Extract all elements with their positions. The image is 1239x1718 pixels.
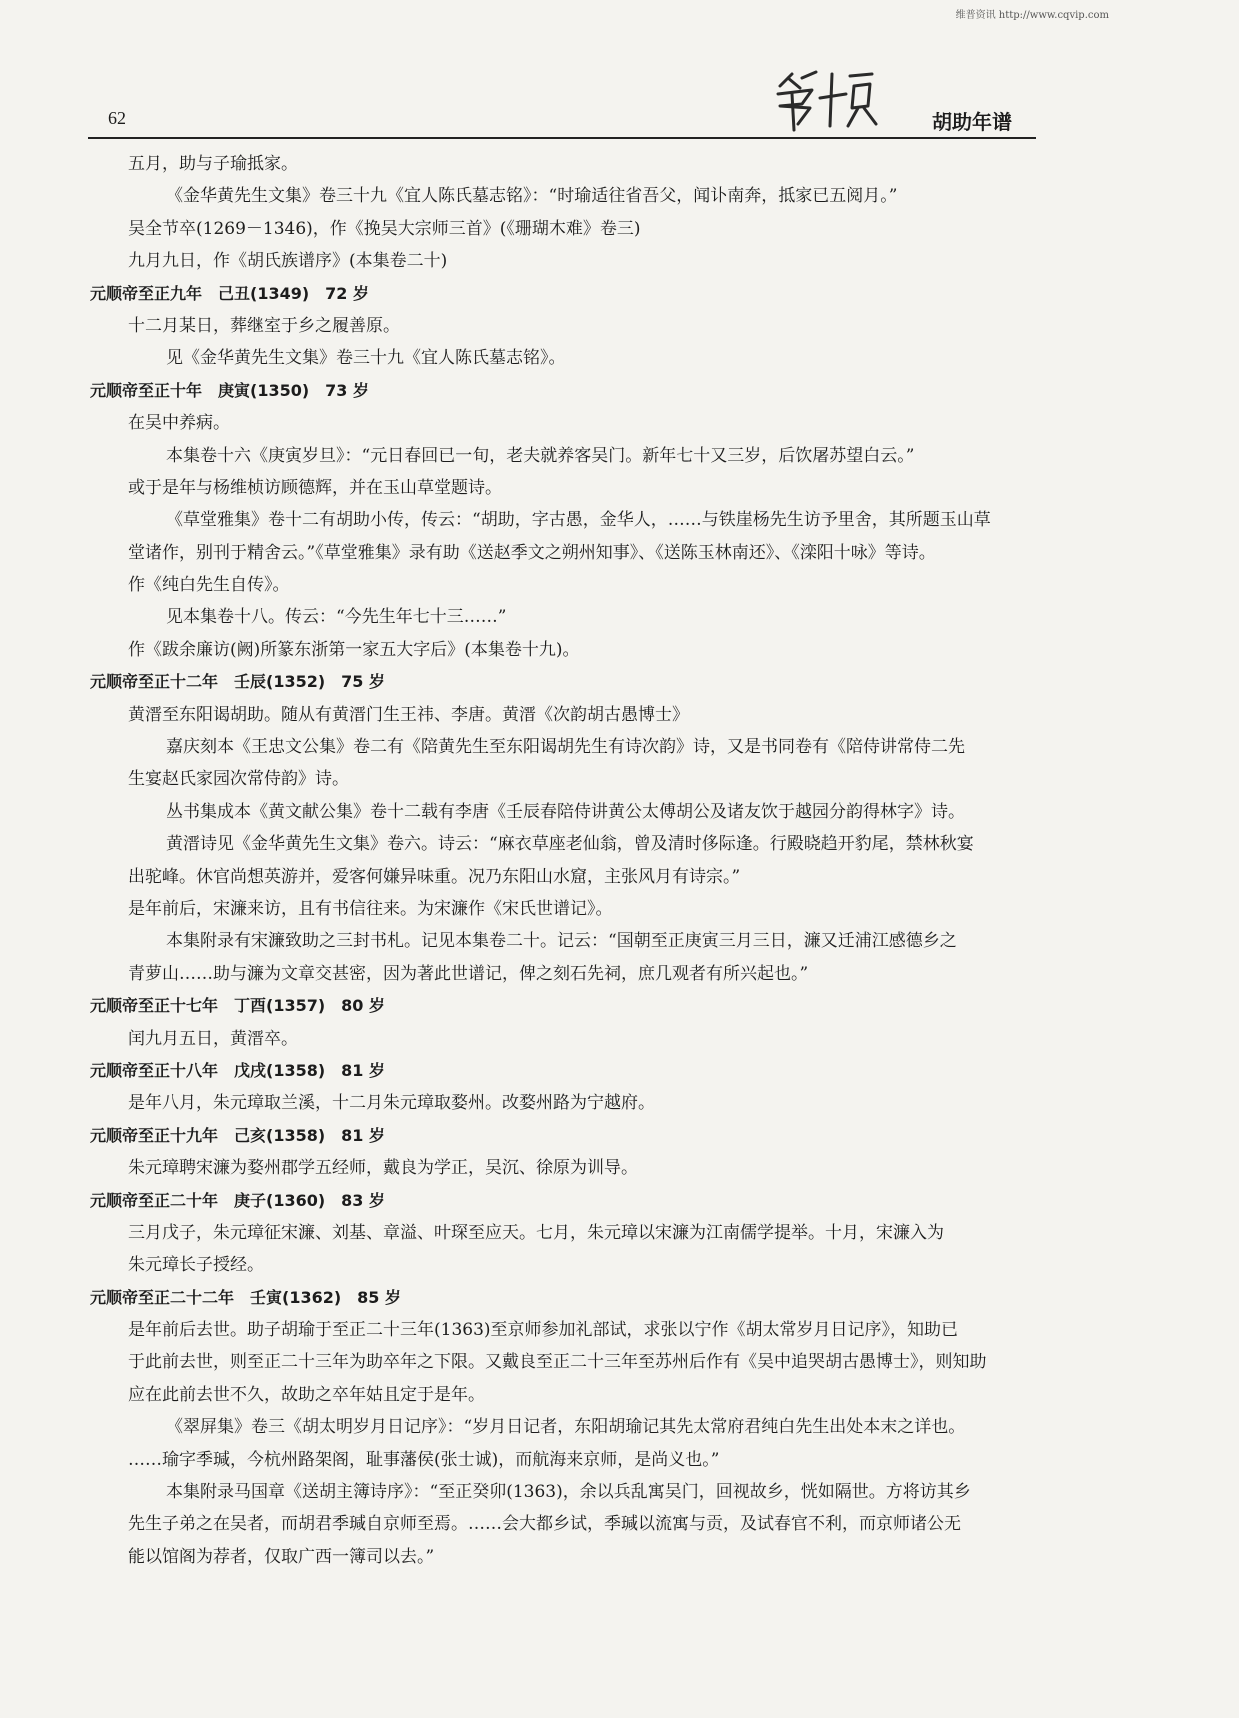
text-line: 黄溍诗见《金华黄先生文集》卷六。诗云：“麻衣草座老仙翁，曾及清时侈际逢。行殿晓趋开豹尾，禁林秋宴 (166, 834, 974, 855)
text-line: 朱元璋聘宋濂为婺州郡学五经师，戴良为学正，吴沉、徐原为训导。 (128, 1158, 638, 1179)
document-body (90, 148, 1032, 1573)
text-line: ……瑜字季瑊，今杭州路架阁，耻事藩侯(张士诚)，而航海来京师，是尚义也。” (128, 1449, 720, 1470)
text-line: 于此前去世，则至正二十三年为助卒年之下限。又戴良至正二十三年至苏州后作有《吴中追哭胡古愚博士》，则知助 (128, 1352, 987, 1373)
handwritten-signature (772, 64, 882, 138)
text-line: 《翠屏集》卷三《胡太明岁月日记序》：“岁月日记者，东阳胡瑜记其先太常府君纯白先生出处本末之详也。 (166, 1417, 966, 1438)
text-line: 见本集卷十八。传云：“今先生年七十三……” (166, 607, 507, 628)
text-line: 三月戊子，朱元璋征宋濂、刘基、章溢、叶琛至应天。七月，朱元璋以宋濂为江南儒学提举。十月，宋濂入为 (128, 1222, 944, 1243)
year-heading: 元顺帝至正十八年 戊戌(1358) 81 岁 (90, 1060, 385, 1080)
text-line: 《金华黄先生文集》卷三十九《宜人陈氏墓志铭》：“时瑜适往省吾父，闻讣南奔，抵家已五阅月。” (166, 186, 898, 207)
text-line: 《草堂雅集》卷十二有胡助小传，传云：“胡助，字古愚，金华人，……与铁崖杨先生访予里舍，其所题玉山草 (166, 510, 991, 531)
year-heading: 元顺帝至正十九年 己亥(1358) 81 岁 (90, 1125, 385, 1145)
year-heading: 元顺帝至正二十年 庚子(1360) 83 岁 (90, 1190, 385, 1210)
text-line: 生宴赵氏家园次常侍韵》诗。 (128, 769, 349, 790)
text-line: 十二月某日，葬继室于乡之履善原。 (128, 315, 400, 336)
year-heading: 元顺帝至正二十二年 壬寅(1362) 85 岁 (90, 1287, 401, 1307)
text-line: 作《纯白先生自传》。 (128, 575, 290, 596)
text-line: 朱元璋长子授经。 (128, 1255, 264, 1276)
text-line: 或于是年与杨维桢访顾德辉，并在玉山草堂题诗。 (128, 477, 502, 498)
year-heading: 元顺帝至正九年 己丑(1349) 72 岁 (90, 283, 369, 303)
text-line: 出驼峰。休官尚想英游并，爱客何嫌异味重。况乃东阳山水窟，主张风月有诗宗。” (128, 866, 741, 887)
page-number: 62 (108, 108, 126, 128)
text-line: 青萝山……助与濂为文章交甚密，因为著此世谱记，俾之刻石先祠，庶几观者有所兴起也。” (128, 963, 809, 984)
text-line: 黄溍至东阳谒胡助。随从有黄溍门生王祎、李唐。黄溍《次韵胡古愚博士》 (128, 704, 689, 725)
running-title: 胡助年谱 (932, 110, 1012, 134)
year-heading: 元顺帝至正十年 庚寅(1350) 73 岁 (90, 380, 369, 400)
watermark: 维普资讯 http://www.cqvip.com (955, 10, 1109, 21)
text-line: 堂诸作，别刊于精舍云。”《草堂雅集》录有助《送赵季文之朔州知事》、《送陈玉林南还》、《滦阳十咏》等诗。 (128, 542, 936, 563)
text-line: 本集附录马国章《送胡主簿诗序》：“至正癸卯(1363)，余以兵乱寓吴门，回视故乡，恍如隔世。方将访其乡 (166, 1482, 971, 1503)
text-line: 见《金华黄先生文集》卷三十九《宜人陈氏墓志铭》。 (166, 348, 566, 369)
text-line: 嘉庆刻本《王忠文公集》卷二有《陪黄先生至东阳谒胡先生有诗次韵》诗，又是书同卷有《陪侍讲常侍二先 (166, 737, 965, 758)
header-rule (88, 137, 1036, 139)
text-line: 吴全节卒(1269－1346)，作《挽吴大宗师三首》(《珊瑚木难》卷三) (128, 218, 641, 239)
text-line: 在吴中养病。 (128, 413, 230, 434)
text-line: 是年前后，宋濂来访，且有书信往来。为宋濂作《宋氏世谱记》。 (128, 898, 613, 919)
text-line: 本集卷十六《庚寅岁旦》：“元日春回已一旬，老夫就养客吴门。新年七十又三岁，后饮屠苏望白云。” (166, 445, 915, 466)
text-line: 先生子弟之在吴者，而胡君季瑊自京师至焉。……会大都乡试，季瑊以流寓与贡，及试春官不利，而京师诸公无 (128, 1514, 961, 1535)
text-line: 丛书集成本《黄文献公集》卷十二载有李唐《壬辰春陪侍讲黄公太傅胡公及诸友饮于越园分韵得林字》诗。 (166, 801, 965, 822)
text-line: 作《跋余廉访(阙)所篆东浙第一家五大字后》(本集卷十九)。 (128, 639, 580, 660)
text-line: 本集附录有宋濂致助之三封书札。记见本集卷二十。记云：“国朝至正庚寅三月三日，濂又迁浦江感德乡之 (166, 931, 957, 952)
text-line: 闰九月五日，黄溍卒。 (128, 1028, 298, 1049)
text-line: 是年八月，朱元璋取兰溪，十二月朱元璋取婺州。改婺州路为宁越府。 (128, 1093, 655, 1114)
year-heading: 元顺帝至正十二年 壬辰(1352) 75 岁 (90, 672, 385, 692)
text-line: 能以馆阁为荐者，仅取广西一簿司以去。” (128, 1546, 435, 1567)
year-heading: 元顺帝至正十七年 丁酉(1357) 80 岁 (90, 996, 385, 1016)
text-line: 是年前后去世。助子胡瑜于至正二十三年(1363)至京师参加礼部试，求张以宁作《胡太常岁月日记序》，知助已 (128, 1320, 959, 1341)
text-line: 九月九日，作《胡氏族谱序》(本集卷二十) (128, 251, 448, 272)
text-line: 五月，助与子瑜抵家。 (128, 154, 298, 174)
text-line: 应在此前去世不久，故助之卒年姑且定于是年。 (128, 1384, 485, 1405)
